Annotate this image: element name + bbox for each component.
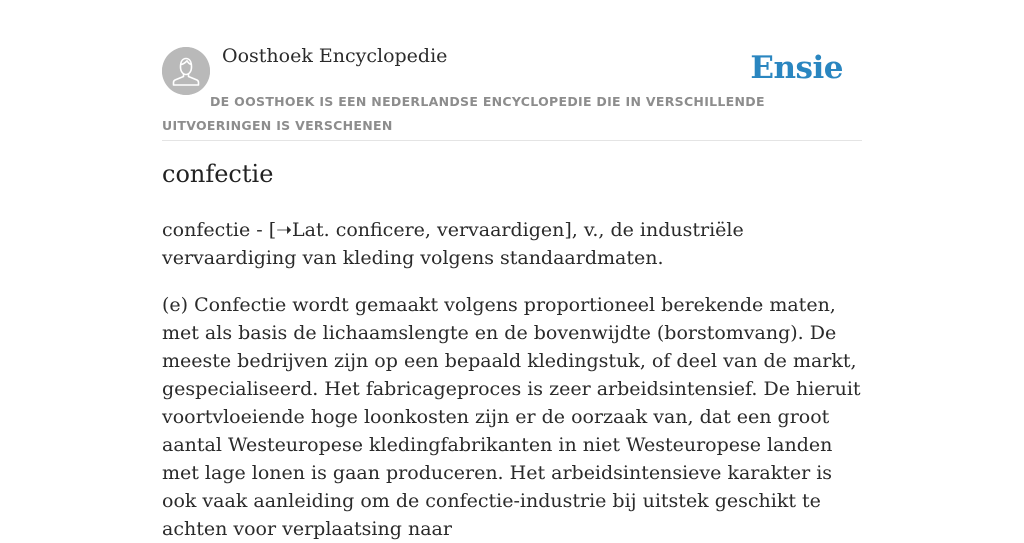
article-title: confectie [162,160,274,188]
content-column [162,0,862,540]
definition-text: conficere, vervaardigen], v., de industriële vervaardiging van kleding volgens standaardmaten. [162,219,744,269]
source-name-link[interactable]: Oosthoek Encyclopedie [222,45,448,67]
article-body-paragraph: (e) Confectie wordt gemaakt volgens proportioneel berekende maten, met als basis de lichaamslengte en de bovenwijdte (borstomvang). De meeste bedrijven zijn op een bepaald kledingstuk, of deel van de markt, gespecialiseerd. Het fabricageproces is zeer arbeidsintensief. De hieruit voortvloeiende hoge loonkosten zijn er de oorzaak van, dat een groot aantal Westeuropese kledingfabrikanten in niet Westeuropese landen met lage lonen is gaan produceren. Het arbeidsintensieve karakter is ook vaak aanleiding om de confectie-industrie bij uitstek geschikt te achten voor verplaatsing naar [162,294,861,540]
definition-paragraph [162,216,862,272]
source-description: DE OOSTHOEK IS EEN NEDERLANDSE ENCYCLOPEDIE DIE IN VERSCHILLENDE UITVOERINGEN IS VERSCHENEN [162,94,765,133]
etymology-link[interactable]: ➝Lat. [276,219,330,241]
brand-logo[interactable]: Ensie [750,50,843,86]
source-header [162,0,862,141]
definition-prefix: confectie - [ [162,219,277,241]
user-avatar-icon[interactable] [162,47,210,95]
